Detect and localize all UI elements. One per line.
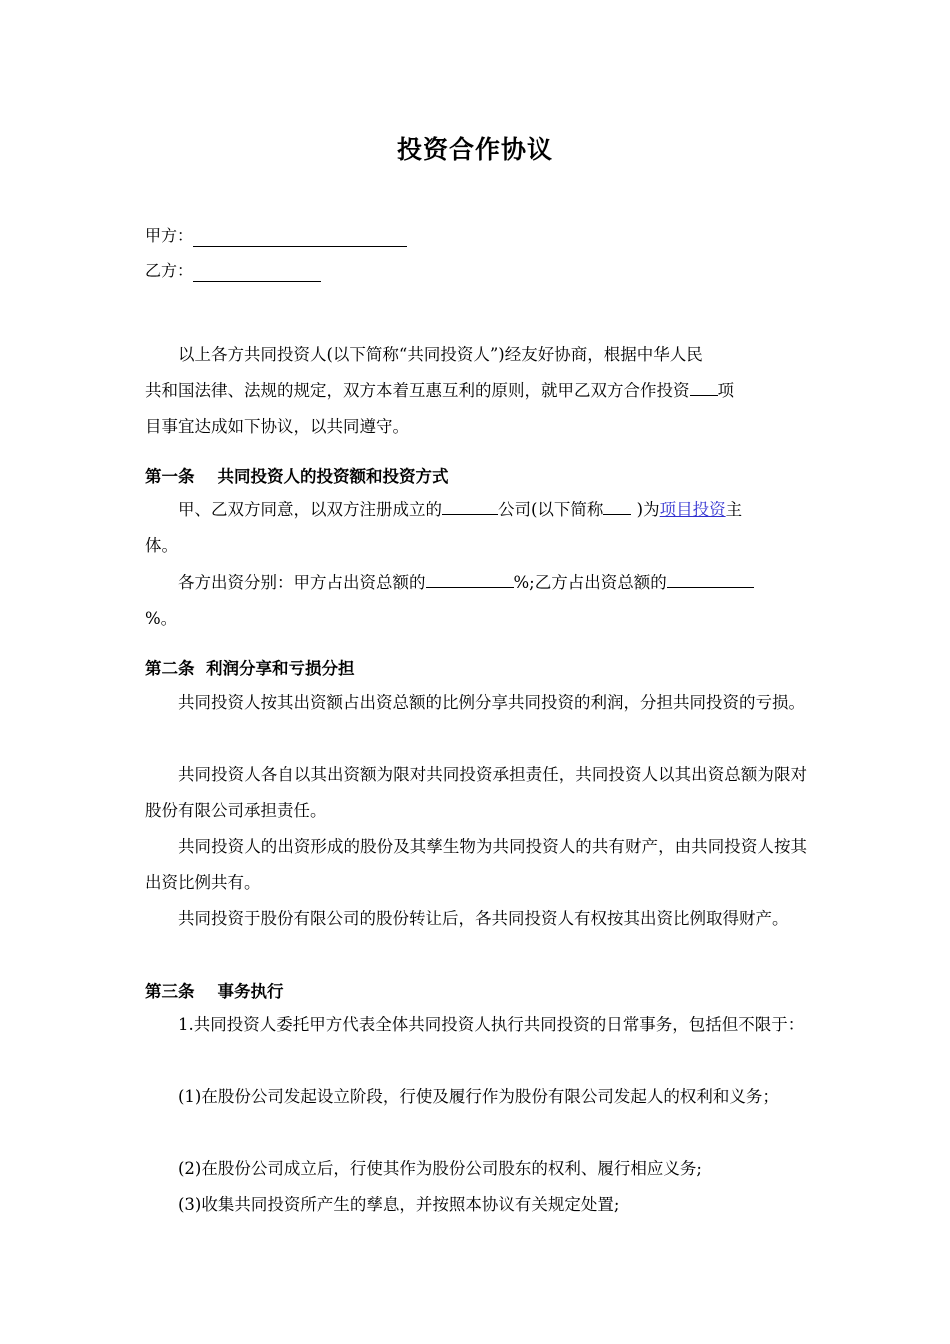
- article-3-heading: 第三条 事务执行: [145, 982, 284, 1001]
- party-a-blank: [193, 230, 407, 247]
- intro-line-2: 共和国法律、法规的规定，双方本着互惠互利的原则，就甲乙双方合作投资 项: [145, 373, 807, 409]
- party-b-line: [145, 260, 321, 282]
- article-3-paragraph-1: 1.共同投资人委托甲方代表全体共同投资人执行共同投资的日常事务，包括但不限于：: [178, 1015, 805, 1034]
- company-name-blank: [442, 497, 498, 515]
- article-2-paragraph-1: 共同投资人按其出资额占出资总额的比例分享共同投资的利润，分担共同投资的亏损。: [178, 693, 805, 712]
- article-3-item-3: (3)收集共同投资所产生的孳息，并按照本协议有关规定处置;: [178, 1195, 620, 1214]
- article-1-heading: 第一条 共同投资人的投资额和投资方式: [145, 467, 449, 486]
- article-2-paragraph-4: 共同投资于股份有限公司的股份转让后，各共同投资人有权按其出资比例取得财产。: [178, 909, 789, 928]
- intro-line-3: 目事宜达成如下协议，以共同遵守。: [145, 417, 409, 436]
- document-title: 投资合作协议: [396, 135, 553, 164]
- article-2-heading: 第二条 利润分享和亏损分担: [145, 659, 355, 678]
- party-a-label: 甲方：: [145, 226, 194, 245]
- project-investment-link[interactable]: 项目投资: [659, 500, 726, 519]
- article-2-paragraph-2: 共同投资人各自以其出资额为限对共同投资承担责任，共同投资人以其出资总额为限对股份有限公司承担责任。: [145, 765, 807, 820]
- short-name-blank: [603, 497, 631, 515]
- article-3-item-1: (1)在股份公司发起设立阶段，行使及履行作为股份有限公司发起人的权利和义务；: [178, 1087, 779, 1106]
- article-3-item-2: (2)在股份公司成立后，行使其作为股份公司股东的权利、履行相应义务;: [178, 1159, 702, 1178]
- party-b-blank: [193, 265, 321, 282]
- intro-paragraph: [145, 337, 807, 445]
- party-a-share-blank: [426, 570, 514, 588]
- party-b-share-blank: [667, 570, 754, 588]
- party-a-line: [145, 225, 407, 247]
- intro-line-1: 以上各方共同投资人(以下简称“共同投资人”)经友好协商，根据中华人民: [178, 345, 703, 364]
- article-2-paragraph-3: 共同投资人的出资形成的股份及其孳生物为共同投资人的共有财产，由共同投资人按其出资比例共有。: [145, 837, 807, 892]
- article-1-paragraph-1: 甲、乙双方同意，以双方注册成立的 公司(以下简称 )为项目投资主 体。: [145, 492, 807, 564]
- project-blank: [690, 378, 718, 396]
- article-1-paragraph-2: 各方出资分别：甲方占出资总额的 %;乙方占出资总额的 %。: [145, 565, 807, 637]
- party-b-label: 乙方：: [145, 261, 194, 280]
